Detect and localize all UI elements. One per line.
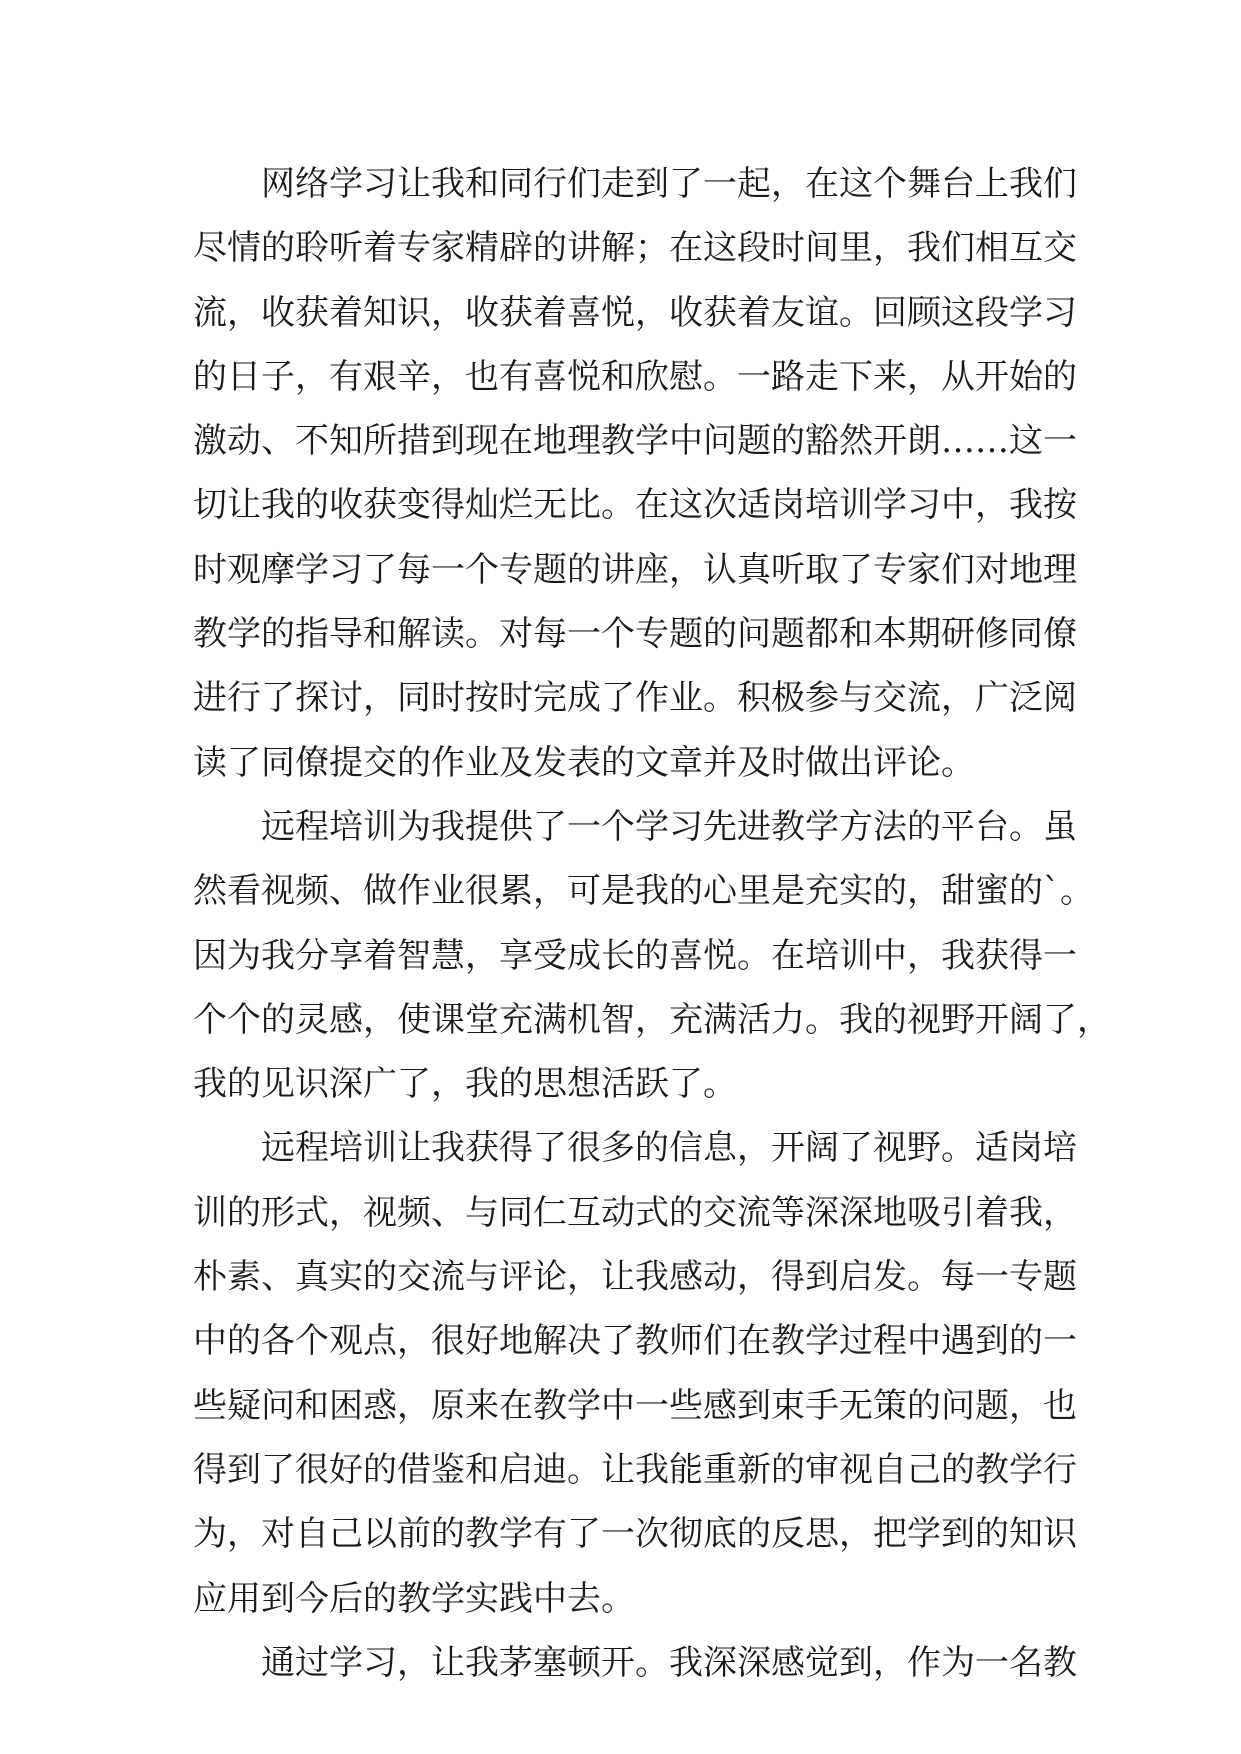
- text-line: 得到了很好的借鉴和启迪。让我能重新的审视自己的教学行: [193, 1449, 1077, 1490]
- text-line: 远程培训为我提供了一个学习先进教学方法的平台。虽: [261, 806, 1077, 847]
- text-line: 时观摩学习了每一个专题的讲座，认真听取了专家们对地理: [193, 549, 1077, 590]
- text-line: 网络学习让我和同行们走到了一起，在这个舞台上我们: [261, 164, 1077, 204]
- text-line: 切让我的收获变得灿烂无比。在这次适岗培训学习中，我按: [193, 485, 1077, 526]
- paragraph: [193, 795, 1111, 1116]
- text-line: 教学的指导和解读。对每一个专题的问题都和本期研修同僚: [193, 614, 1077, 655]
- paragraph: [193, 152, 1077, 795]
- text-line: 朴素、真实的交流与评论，让我感动，得到启发。每一专题: [193, 1257, 1077, 1298]
- text-line: 的日子，有艰辛，也有喜悦和欣慰。一路走下来，从开始的: [193, 356, 1077, 397]
- text-line: 进行了探讨，同时按时完成了作业。积极参与交流，广泛阅: [193, 678, 1077, 719]
- text-line: 流，收获着知识，收获着喜悦，收获着友谊。回顾这段学习: [193, 292, 1077, 333]
- text-line: 中的各个观点，很好地解决了教师们在教学过程中遇到的一: [193, 1321, 1077, 1362]
- text-line: 因为我分享着智慧，享受成长的喜悦。在培训中，我获得一: [193, 935, 1077, 976]
- paragraph: [193, 1116, 1077, 1630]
- text-line: 应用到今后的教学实践中去。: [193, 1578, 635, 1619]
- text-line: 通过学习，让我茅塞顿开。我深深感觉到，作为一名教: [261, 1642, 1077, 1683]
- paragraph: [193, 1631, 1077, 1695]
- text-line: 我的见识深广了，我的思想活跃了。: [193, 1064, 737, 1105]
- text-line: 训的形式，视频、与同仁互动式的交流等深深地吸引着我，: [193, 1192, 1077, 1233]
- text-line: 激动、不知所措到现在地理教学中问题的豁然开朗……这一: [193, 421, 1077, 462]
- document-body: [193, 152, 1111, 1695]
- text-line: 个个的灵感，使课堂充满机智，充满活力。我的视野开阔了，: [193, 999, 1111, 1040]
- text-line: 读了同僚提交的作业及发表的文章并及时做出评论。: [193, 742, 975, 783]
- text-line: 些疑问和困惑，原来在教学中一些感到束手无策的问题，也: [193, 1385, 1077, 1426]
- text-line: 远程培训让我获得了很多的信息，开阔了视野。适岗培: [261, 1128, 1077, 1169]
- text-line: 然看视频、做作业很累，可是我的心里是充实的，甜蜜的`。: [193, 871, 1094, 912]
- text-line: 为，对自己以前的教学有了一次彻底的反思，把学到的知识: [193, 1514, 1077, 1555]
- text-line: 尽情的聆听着专家精辟的讲解；在这段时间里，我们相互交: [193, 228, 1077, 269]
